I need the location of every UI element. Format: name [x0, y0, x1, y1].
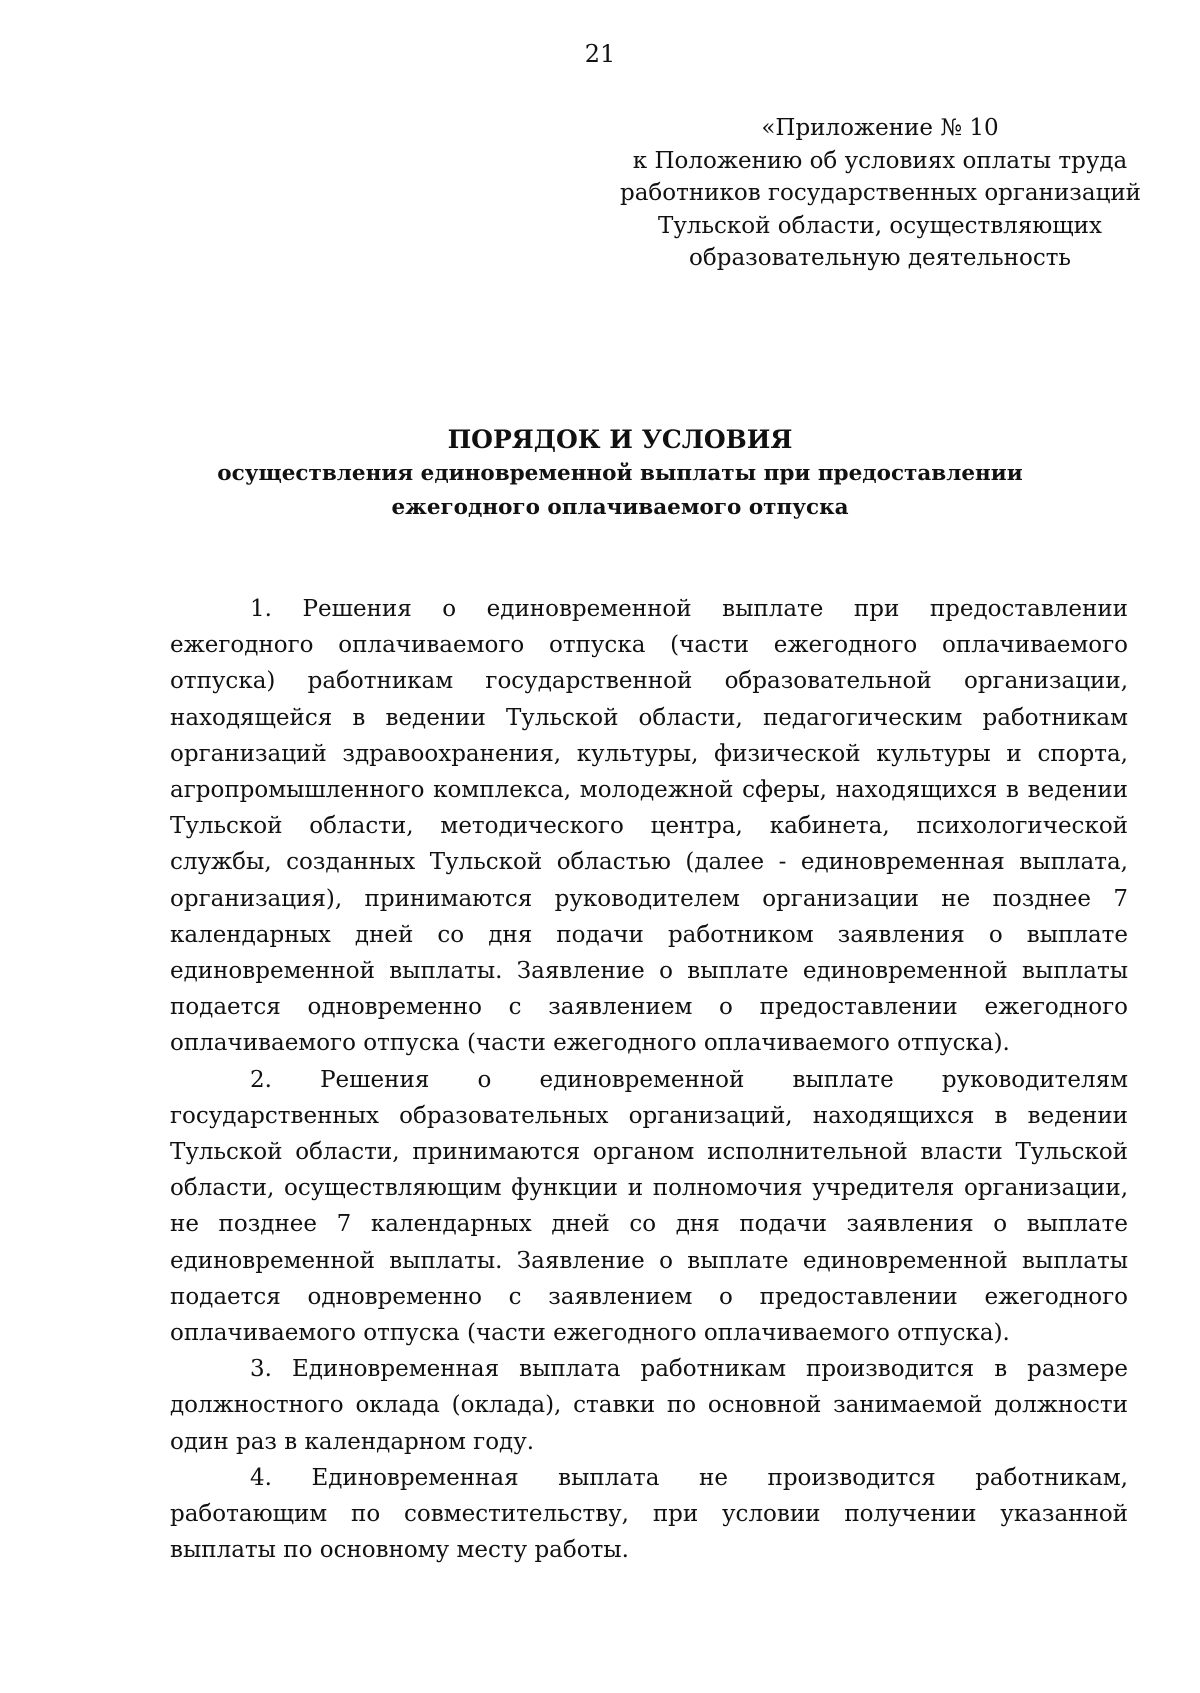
paragraph-4: 4. Единовременная выплата не производится работникам, работающим по совместительству, при условии получении указанной выплаты по основному месту работы.	[170, 1464, 1128, 1564]
paragraph-1: 1. Решения о единовременной выплате при предоставлении ежегодного оплачиваемого отпуска (части ежегодного оплачиваемого отпуска) работникам государственной образовательной организации, находящейся в ведении Тульской области, педагогическим работникам организаций здравоохранения, культуры, физической культуры и спорта, агропромышленного комплекса, молодежной сферы, находящихся в ведении Тульской области, методического центра, кабинета, психологической службы, созданных Тульской областью (далее - единовременная выплата, организация), принимаются руководителем организации не позднее 7 календарных дней со дня подачи работником заявления о выплате единовременной выплаты. Заявление о выплате единовременной выплаты подается одновременно с заявлением о предоставлении ежегодного оплачиваемого отпуска (части ежегодного оплачиваемого отпуска).	[170, 596, 1128, 1057]
paragraph-2: 2. Решения о единовременной выплате руководителям государственных образовательных организаций, находящихся в ведении Тульской области, принимаются органом исполнительной власти Тульской области, осуществляющим функции и полномочия учредителя организации, не позднее 7 календарных дней со дня подачи заявления о выплате единовременной выплаты. Заявление о выплате единовременной выплаты подается одновременно с заявлением о предоставлении ежегодного оплачиваемого отпуска (части ежегодного оплачиваемого отпуска).	[170, 1066, 1128, 1347]
document-title	[160, 423, 1080, 525]
appendix-number: «Приложение № 10	[761, 115, 999, 141]
paragraph-3: 3. Единовременная выплата работникам производится в размере должностного оклада (оклада), ставки по основной занимаемой должности один раз в календарном году.	[170, 1356, 1128, 1455]
appendix-header	[620, 112, 1140, 275]
page-number: 21	[584, 40, 616, 68]
document-subtitle-line: осуществления единовременной выплаты при предоставлении	[217, 461, 1023, 486]
appendix-reference-line: образовательную деятельность	[689, 245, 1071, 271]
document-subtitle-line: ежегодного оплачиваемого отпуска	[391, 495, 849, 520]
appendix-reference-line: к Положению об условиях оплаты труда	[632, 147, 1128, 174]
document-title-main: ПОРЯДОК И УСЛОВИЯ	[447, 425, 793, 454]
document-body	[170, 591, 1128, 1568]
appendix-reference-line: работников государственных организаций	[620, 180, 1142, 206]
appendix-reference-line: Тульской области, осуществляющих	[658, 212, 1102, 239]
